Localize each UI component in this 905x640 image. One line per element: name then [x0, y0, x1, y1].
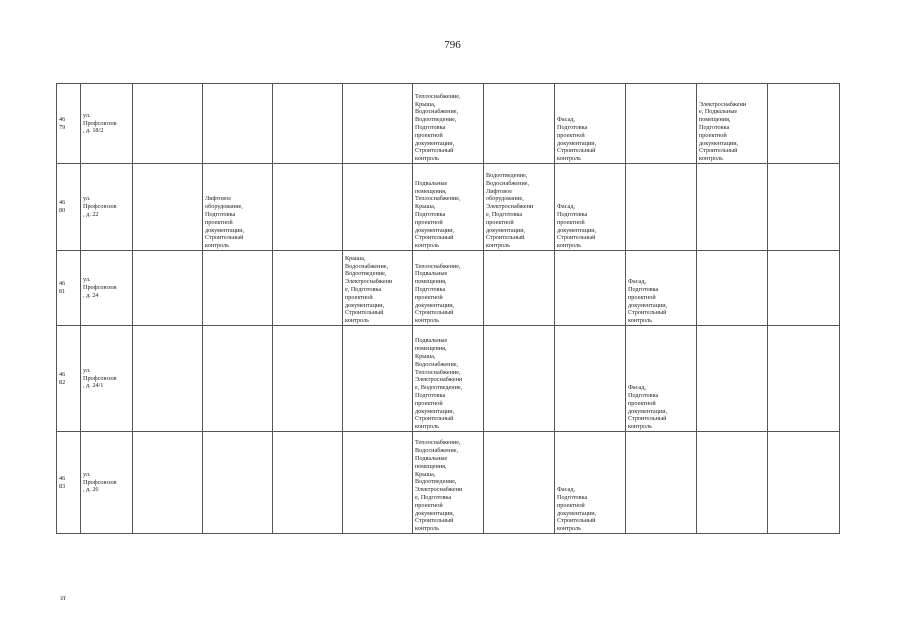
work-type-cell	[343, 432, 413, 534]
row-number: 46 80	[57, 164, 81, 251]
work-type-cell	[768, 164, 840, 251]
table-row	[57, 251, 840, 326]
table-row	[57, 326, 840, 432]
work-type-cell	[768, 251, 840, 326]
work-type-cell	[273, 326, 343, 432]
row-number: 46 83	[57, 432, 81, 534]
work-type-cell: Крыша, Водоснабжение, Водоотведение, Электроснабжени е, Подготовка проектной документации, Строительный контроль	[343, 251, 413, 326]
work-type-cell	[697, 251, 768, 326]
work-type-cell	[555, 251, 626, 326]
work-type-cell	[484, 84, 555, 164]
work-type-cell	[697, 164, 768, 251]
work-type-cell	[697, 326, 768, 432]
table-row	[57, 164, 840, 251]
work-type-cell	[273, 251, 343, 326]
row-number: 46 81	[57, 251, 81, 326]
footer-mark: зт	[60, 594, 66, 602]
work-type-cell	[343, 164, 413, 251]
work-type-cell	[203, 251, 273, 326]
work-type-cell	[343, 84, 413, 164]
capital-repair-schedule-table	[56, 83, 840, 534]
work-type-cell: Подвальные помещения, Крыша, Водоснабжение, Теплоснабжение, Электроснабжени е, Водоотведение, Подготовка проектной документации, Строительный контроль	[413, 326, 484, 432]
work-type-cell: Водоотведение, Водоснабжение, Лифтовое оборудование, Электроснабжени е, Подготовка проектной документации, Строительный контроль	[484, 164, 555, 251]
address-cell: ул. Профсоюзов , д. 26	[81, 432, 133, 534]
work-type-cell	[133, 326, 203, 432]
work-type-cell	[133, 432, 203, 534]
work-type-cell: Фасад, Подготовка проектной документации, Строительный контроль	[555, 84, 626, 164]
work-type-cell	[343, 326, 413, 432]
work-type-cell	[203, 432, 273, 534]
work-type-cell	[133, 84, 203, 164]
work-type-cell	[203, 326, 273, 432]
work-type-cell: Теплоснабжение, Крыша, Водоснабжение, Водоотведение, Подготовка проектной документации, Строительный контроль	[413, 84, 484, 164]
work-type-cell: Фасад, Подготовка проектной документации, Строительный контроль	[555, 164, 626, 251]
work-type-cell: Теплоснабжение, Водоснабжение, Подвальные помещения, Крыша, Водоотведение, Электроснабжени е, Подготовка проектной документации, Строительный контроль	[413, 432, 484, 534]
work-type-cell: Фасад, Подготовка проектной документации, Строительный контроль	[555, 432, 626, 534]
work-type-cell: Теплоснабжение, Подвальные помещения, Подготовка проектной документации, Строительный контроль	[413, 251, 484, 326]
work-type-cell	[768, 84, 840, 164]
work-type-cell: Фасад, Подготовка проектной документации, Строительный контроль	[626, 251, 697, 326]
work-type-cell	[133, 251, 203, 326]
work-type-cell	[626, 84, 697, 164]
work-type-cell	[626, 432, 697, 534]
work-type-cell	[768, 326, 840, 432]
work-type-cell: Подвальные помещения, Теплоснабжение, Крыша, Подготовка проектной документации, Строительный контроль	[413, 164, 484, 251]
work-type-cell	[768, 432, 840, 534]
row-number: 46 79	[57, 84, 81, 164]
work-type-cell	[133, 164, 203, 251]
work-type-cell	[203, 84, 273, 164]
address-cell: ул. Профсоюзов , д. 22	[81, 164, 133, 251]
work-type-cell: Лифтовое оборудование, Подготовка проектной документации, Строительный контроль	[203, 164, 273, 251]
work-type-cell	[626, 164, 697, 251]
work-type-cell	[484, 326, 555, 432]
table-row	[57, 432, 840, 534]
row-number: 46 82	[57, 326, 81, 432]
work-type-cell	[555, 326, 626, 432]
work-type-cell	[484, 432, 555, 534]
work-type-cell: Электроснабжени е, Подвальные помещения, Подготовка проектной документации, Строительный контроль	[697, 84, 768, 164]
work-type-cell	[484, 251, 555, 326]
page-number: 796	[444, 39, 461, 51]
work-type-cell	[273, 164, 343, 251]
work-type-cell	[273, 84, 343, 164]
address-cell: ул. Профсоюзов , д. 18/2	[81, 84, 133, 164]
work-type-cell	[273, 432, 343, 534]
work-type-cell: Фасад, Подготовка проектной документации, Строительный контроль	[626, 326, 697, 432]
work-type-cell	[697, 432, 768, 534]
address-cell: ул. Профсоюзов , д. 24	[81, 251, 133, 326]
table-row	[57, 84, 840, 164]
address-cell: ул. Профсоюзов , д. 24/1	[81, 326, 133, 432]
